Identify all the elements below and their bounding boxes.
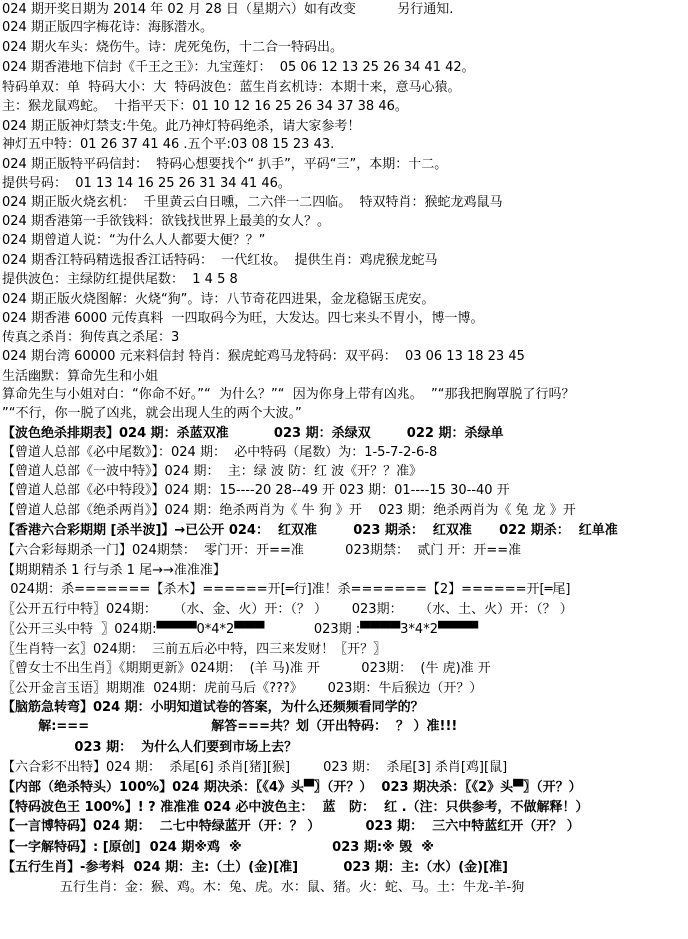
text-line: 023 期： 为什么人们要到市场上去？ — [2, 740, 298, 755]
text-line: 提供号码： 01 13 14 16 25 26 31 34 41 46。 — [2, 176, 291, 191]
text-line: 【曾道人总部《必中特段》】024 期：15----20 28--49 开 023 期：01----15 30--40 开 — [2, 483, 510, 498]
text-line: 特码单双：单 特码大小：大 特码波色：蓝生肖玄机诗：本期十来，意马心猿。 — [2, 80, 461, 95]
text-line: 024 期正版火烧图解：火烧“狗”。诗：八节奇花四进果，金龙稳锯玉虎安。 — [2, 292, 435, 307]
text-line: 【期期精杀 1 行与杀 1 尾→→准准准】 — [2, 563, 226, 578]
text-line: 【特码波色王 100%】! ? 准准准 024 必中波色主： 蓝 防： 红 .（注：只供参考，不做解释！） — [2, 800, 589, 815]
text-line: 024 期曾道人说：“为什么人人都要大便？？” — [2, 233, 266, 248]
text-line: 024 期火车头：烧伤牛。诗：虎死兔伤，十二合一特码出。 — [2, 40, 343, 55]
text-line: 【五行生肖】-参考料 024 期：主:（土）(金)[准] 023 期：主:（水）(金)[准] — [2, 860, 508, 875]
text-line: 【曾道人总部《绝杀两肖》】024 期：绝杀两肖为《 牛 狗 》开 023 期：绝杀两肖为《 兔 龙 》开 — [2, 503, 576, 518]
text-line: 【曾道人总部《必中尾数》】：024 期： 必中特码（尾数）为：1-5-7-2-6-8 — [2, 445, 438, 460]
text-line: 【六合彩每期杀一门】024期禁： 零门开：开==准 023期禁： 贰门 开：开==准 — [2, 543, 522, 558]
text-line: 〖公开金言玉语〗期期准 024期：虎前马后《???》 023期：牛后猴边（开？） — [2, 681, 483, 696]
text-line: 024 期正版神灯禁支:牛兔。此乃神灯特码绝杀，请大家参考！ — [2, 119, 361, 134]
text-line: 【曾道人总部《一波中特》】024 期： 主：绿 波 防：红 波《开？？准》 — [2, 464, 423, 479]
text-line: 〖公开三头中特 〗024期:▀▀▀▀0*4*2▀▀▀ 023期 :▀▀▀▀3*4*2▀▀▀▀ — [2, 622, 478, 637]
text-line: 024 期开奖日期为 2014 年 02 月 28 日（星期六）如有改变 另行通知. — [2, 2, 454, 17]
text-line: 024 期香港第一手欲钱料：欲钱找世界上最美的女人？。 — [2, 214, 330, 229]
text-line: 〖生肖特一玄〗024期： 三前五后必中特，四三来发财！〖开？〗 — [2, 642, 387, 657]
text-line: 生活幽默：算命先生和小姐 — [2, 369, 159, 384]
text-line: 〖公开五行中特〗024期： （水、金、火）开：（？ ） 023期： （水、土、火）开：（？ ） — [2, 602, 573, 617]
text-line: 【内部（绝杀特头）100%】024 期决杀：〖《4》头▀〗（开？） 023 期决杀：〖《2》头▀〗（开？） — [2, 780, 582, 795]
text-line: 【一字解特码】: [原创] 024 期※鸡 ※ 023 期:※ 毁 ※ — [2, 840, 434, 855]
text-line: 024 期正版四字梅花诗：海豚潜水。 — [2, 20, 213, 35]
text-line: 提供波色：主绿防红提供尾数： 1 4 5 8 — [2, 272, 238, 287]
text-line: 024 期正版火烧玄机： 千里黄云白日曛，二六伴一二四临。 特双特肖：猴蛇龙鸡鼠马 — [2, 195, 503, 210]
text-line: ”“不行，你一脱了凶兆，就会出现人生的两个大波。” — [2, 406, 302, 421]
text-line: 神灯五中特：01 26 37 41 46 .五个平:03 08 15 23 43. — [2, 137, 335, 152]
text-line: 解:=== 解答===共？划（开出特码： ？ ）准!!! — [2, 719, 458, 734]
text-line: 024 期台湾 60000 元来料信封 特肖：猴虎蛇鸡马龙特码：双平码： 03 06 13 18 23 45 — [2, 349, 525, 364]
text-line: 024 期香港 6000 元传真料 一四取码今为旺，大发达。四七来头不胃小，博一博。 — [2, 311, 484, 326]
text-line: 024 期香江特码精选报香江话特码： 一代红妆。 提供生肖：鸡虎猴龙蛇马 — [2, 253, 438, 268]
text-line: 024 期正版特平码信封： 特码心想要找个“ 扒手”，平码“三”，本期：十二。 — [2, 157, 448, 172]
text-line: 〖曾女士不出生肖〗《期期更新》024期： (羊 马)准 开 023期： (牛 虎)准 开 — [2, 661, 491, 676]
text-line: 【一言博特码】024 期： 二七中特绿蓝开（开：？ ） 023 期： 三六中特蓝红开（开？ ） — [2, 819, 580, 834]
text-line: 【波色绝杀排期表】024 期：杀蓝双准 023 期：杀绿双 022 期：杀绿单 — [2, 426, 504, 441]
text-line: 024 期香港地下信封《千王之王》：九宝莲灯： 05 06 12 13 25 26 34 41 42。 — [2, 60, 475, 75]
text-line: 【脑筋急转弯】024 期：小明知道试卷的答案，为什么还频频看同学的？ — [2, 700, 424, 715]
text-line: 五行生肖：金：猴、鸡。木：兔、虎。水：鼠、猪。火：蛇、马。土：牛龙-羊-狗 — [2, 880, 525, 895]
text-line: 024期：杀=======【杀木】======开[═行]准！杀=======【2】======开[═尾] — [2, 582, 571, 597]
text-line: 算命先生与小姐对白：“你命不好。”“ 为什么？”“ 因为你身上带有凶兆。 ”“那我把胸罩脱了行吗？ — [2, 387, 575, 402]
text-line: 主：猴龙鼠鸡蛇。 十指平天下：01 10 12 16 25 26 34 37 38 46。 — [2, 99, 408, 114]
text-line: 【香港六合彩期期 [杀半波]】→已公开 024： 红双准 023 期杀： 红双准 022 期杀： 红单准 — [2, 523, 618, 538]
text-line: 【六合彩不出特】024 期： 杀尾[6] 杀肖[猪][猴] 023 期： 杀尾[3] 杀肖[鸡][鼠] — [2, 760, 508, 775]
text-line: 传真之杀肖：狗传真之杀尾：3 — [2, 330, 180, 345]
